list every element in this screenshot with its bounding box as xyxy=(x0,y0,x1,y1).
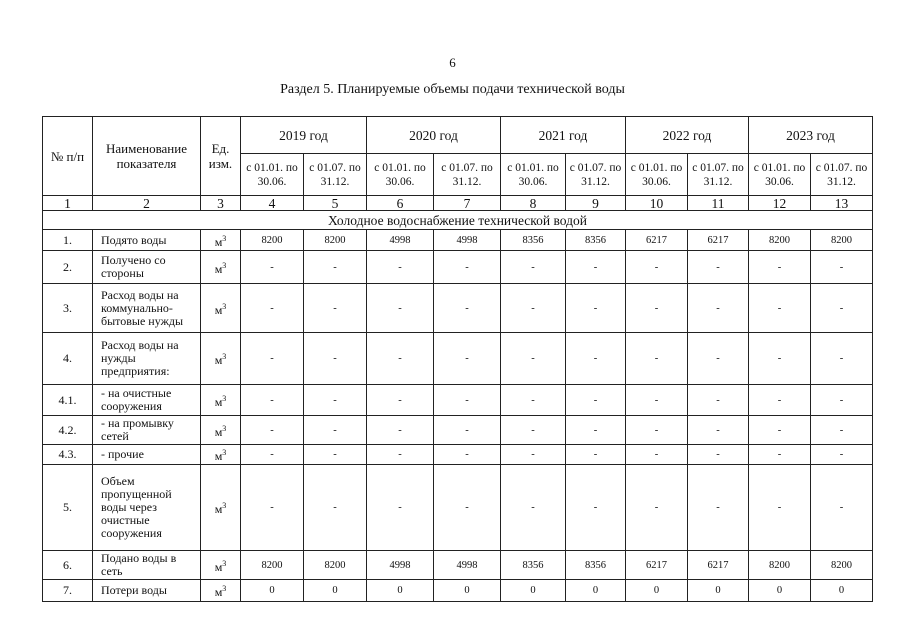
cell-value: - xyxy=(434,385,501,416)
cell-value: 6217 xyxy=(626,230,688,251)
cell-value: - xyxy=(241,445,304,465)
cell-value: 8200 xyxy=(304,230,367,251)
cell-value: - xyxy=(367,465,434,551)
cell-value: - xyxy=(749,333,811,385)
row-name: - на промывку сетей xyxy=(93,416,201,445)
cell-value: - xyxy=(367,445,434,465)
column-index: 9 xyxy=(566,196,626,211)
cell-value: - xyxy=(811,385,873,416)
table-row xyxy=(43,551,873,580)
cell-value: 4998 xyxy=(434,230,501,251)
cell-value: - xyxy=(566,445,626,465)
row-unit: $м^3$ xyxy=(201,385,241,416)
header-period: с 01.07. по 31.12. xyxy=(434,154,501,196)
header-period: с 01.07. по 31.12. xyxy=(566,154,626,196)
header-year: 2021 год xyxy=(501,117,626,154)
cell-value: - xyxy=(501,251,566,284)
cell-value: - xyxy=(749,416,811,445)
water-supply-table xyxy=(42,116,873,602)
row-name: Подято воды xyxy=(93,230,201,251)
cell-value: 4998 xyxy=(367,551,434,580)
cell-value: 0 xyxy=(241,580,304,602)
cell-value: - xyxy=(434,465,501,551)
cell-value: - xyxy=(626,465,688,551)
cell-value: - xyxy=(626,445,688,465)
table-row xyxy=(43,251,873,284)
cell-value: - xyxy=(241,385,304,416)
cell-value: - xyxy=(434,284,501,333)
cell-value: - xyxy=(501,445,566,465)
header-year: 2019 год xyxy=(241,117,367,154)
table-row xyxy=(43,284,873,333)
cell-value: - xyxy=(304,333,367,385)
cell-value: - xyxy=(566,284,626,333)
cell-value: 4998 xyxy=(367,230,434,251)
cell-value: - xyxy=(566,465,626,551)
column-index: 12 xyxy=(749,196,811,211)
cell-value: - xyxy=(688,251,749,284)
cell-value: - xyxy=(434,251,501,284)
cell-value: - xyxy=(241,284,304,333)
cell-value: 0 xyxy=(501,580,566,602)
header-period: с 01.01. по 30.06. xyxy=(626,154,688,196)
row-name: - на очистные сооружения xyxy=(93,385,201,416)
row-number: 7. xyxy=(43,580,93,602)
cell-value: - xyxy=(688,465,749,551)
row-unit: $м^3$ xyxy=(201,416,241,445)
table-row xyxy=(43,230,873,251)
cell-value: - xyxy=(434,445,501,465)
table-body xyxy=(43,196,873,602)
cell-value: - xyxy=(304,251,367,284)
cell-value: - xyxy=(304,385,367,416)
row-name: Потери воды xyxy=(93,580,201,602)
table-row xyxy=(43,416,873,445)
row-number: 4.3. xyxy=(43,445,93,465)
cell-value: 0 xyxy=(566,580,626,602)
row-number: 4.2. xyxy=(43,416,93,445)
table-row xyxy=(43,445,873,465)
column-index: 3 xyxy=(201,196,241,211)
cell-value: - xyxy=(566,333,626,385)
section-title: Раздел 5. Планируемые объемы подачи технической воды xyxy=(280,82,625,97)
cell-value: - xyxy=(367,333,434,385)
cell-value: 0 xyxy=(811,580,873,602)
cell-value: 6217 xyxy=(688,230,749,251)
cell-value: 8356 xyxy=(566,230,626,251)
cell-value: - xyxy=(626,416,688,445)
cell-value: - xyxy=(749,465,811,551)
cell-value: 8200 xyxy=(241,551,304,580)
cell-value: - xyxy=(688,416,749,445)
cell-value: - xyxy=(304,284,367,333)
cell-value: 0 xyxy=(688,580,749,602)
cell-value: - xyxy=(749,251,811,284)
header-year: 2022 год xyxy=(626,117,749,154)
column-index: 11 xyxy=(688,196,749,211)
cell-value: 0 xyxy=(434,580,501,602)
column-index: 10 xyxy=(626,196,688,211)
cell-value: - xyxy=(367,416,434,445)
cell-value: - xyxy=(241,333,304,385)
column-index: 5 xyxy=(304,196,367,211)
cell-value: - xyxy=(367,284,434,333)
cell-value: - xyxy=(501,385,566,416)
cell-value: 8200 xyxy=(749,551,811,580)
cell-value: 0 xyxy=(304,580,367,602)
row-number: 6. xyxy=(43,551,93,580)
row-unit: $м^3$ xyxy=(201,445,241,465)
column-index: 13 xyxy=(811,196,873,211)
header-num: № п/п xyxy=(43,117,93,196)
header-year: 2023 год xyxy=(749,117,873,154)
row-name: Расход воды на коммунально-бытовые нужды xyxy=(93,284,201,333)
row-unit: $м^3$ xyxy=(201,230,241,251)
table-row xyxy=(43,465,873,551)
cell-value: - xyxy=(566,251,626,284)
cell-value: - xyxy=(626,251,688,284)
header-period: с 01.07. по 31.12. xyxy=(304,154,367,196)
cell-value: - xyxy=(304,416,367,445)
row-unit: $м^3$ xyxy=(201,465,241,551)
cell-value: - xyxy=(501,416,566,445)
cell-value: 8356 xyxy=(501,551,566,580)
header-period: с 01.07. по 31.12. xyxy=(811,154,873,196)
column-index: 1 xyxy=(43,196,93,211)
column-index: 8 xyxy=(501,196,566,211)
cell-value: 6217 xyxy=(688,551,749,580)
cell-value: - xyxy=(688,445,749,465)
cell-value: 8200 xyxy=(811,230,873,251)
cell-value: - xyxy=(241,465,304,551)
cell-value: 8356 xyxy=(501,230,566,251)
table-row xyxy=(43,333,873,385)
cell-value: - xyxy=(501,284,566,333)
cell-value: - xyxy=(749,385,811,416)
cell-value: - xyxy=(434,416,501,445)
cell-value: 4998 xyxy=(434,551,501,580)
cell-value: - xyxy=(367,385,434,416)
cell-value: - xyxy=(241,251,304,284)
header-period: с 01.01. по 30.06. xyxy=(749,154,811,196)
row-unit: $м^3$ xyxy=(201,251,241,284)
cell-value: - xyxy=(434,333,501,385)
cell-value: - xyxy=(626,284,688,333)
cell-value: - xyxy=(811,445,873,465)
table-row xyxy=(43,385,873,416)
header-unit: Ед. изм. xyxy=(201,117,241,196)
cell-value: - xyxy=(501,465,566,551)
row-unit: $м^3$ xyxy=(201,284,241,333)
cell-value: - xyxy=(811,465,873,551)
cell-value: 6217 xyxy=(626,551,688,580)
cell-value: 0 xyxy=(749,580,811,602)
row-name: Подано воды в сеть xyxy=(93,551,201,580)
header-period: с 01.01. по 30.06. xyxy=(367,154,434,196)
row-number: 1. xyxy=(43,230,93,251)
cell-value: 8356 xyxy=(566,551,626,580)
cell-value: - xyxy=(241,416,304,445)
header-period: с 01.01. по 30.06. xyxy=(501,154,566,196)
cell-value: 8200 xyxy=(241,230,304,251)
table-row xyxy=(43,580,873,602)
cell-value: - xyxy=(811,333,873,385)
cell-value: 8200 xyxy=(749,230,811,251)
header-year: 2020 год xyxy=(367,117,501,154)
cell-value: - xyxy=(501,333,566,385)
section-heading: Холодное водоснабжение технической водой xyxy=(43,211,873,230)
page-number: 6 xyxy=(449,55,456,70)
cell-value: - xyxy=(688,333,749,385)
header-period: с 01.07. по 31.12. xyxy=(688,154,749,196)
cell-value: 8200 xyxy=(304,551,367,580)
header-name: Наименование показателя xyxy=(93,117,201,196)
cell-value: - xyxy=(811,251,873,284)
row-number: 5. xyxy=(43,465,93,551)
row-unit: $м^3$ xyxy=(201,580,241,602)
row-unit: $м^3$ xyxy=(201,333,241,385)
cell-value: - xyxy=(367,251,434,284)
row-name: - прочие xyxy=(93,445,201,465)
cell-value: - xyxy=(811,284,873,333)
column-index: 6 xyxy=(367,196,434,211)
cell-value: - xyxy=(566,416,626,445)
row-number: 2. xyxy=(43,251,93,284)
column-index: 7 xyxy=(434,196,501,211)
cell-value: - xyxy=(626,385,688,416)
row-name: Получено со стороны xyxy=(93,251,201,284)
cell-value: - xyxy=(304,465,367,551)
cell-value: 8200 xyxy=(811,551,873,580)
row-name: Расход воды на нужды предприятия: xyxy=(93,333,201,385)
row-unit: $м^3$ xyxy=(201,551,241,580)
cell-value: 0 xyxy=(367,580,434,602)
section-row xyxy=(43,211,873,230)
cell-value: - xyxy=(688,284,749,333)
column-index: 2 xyxy=(93,196,201,211)
cell-value: - xyxy=(811,416,873,445)
cell-value: - xyxy=(566,385,626,416)
cell-value: - xyxy=(749,445,811,465)
cell-value: - xyxy=(626,333,688,385)
row-number: 4.1. xyxy=(43,385,93,416)
row-number: 4. xyxy=(43,333,93,385)
cell-value: - xyxy=(688,385,749,416)
row-number: 3. xyxy=(43,284,93,333)
cell-value: 0 xyxy=(626,580,688,602)
cell-value: - xyxy=(749,284,811,333)
column-index: 4 xyxy=(241,196,304,211)
row-name: Объем пропущенной воды через очистные сооружения xyxy=(93,465,201,551)
column-index-row xyxy=(43,196,873,211)
header-period: с 01.01. по 30.06. xyxy=(241,154,304,196)
cell-value: - xyxy=(304,445,367,465)
